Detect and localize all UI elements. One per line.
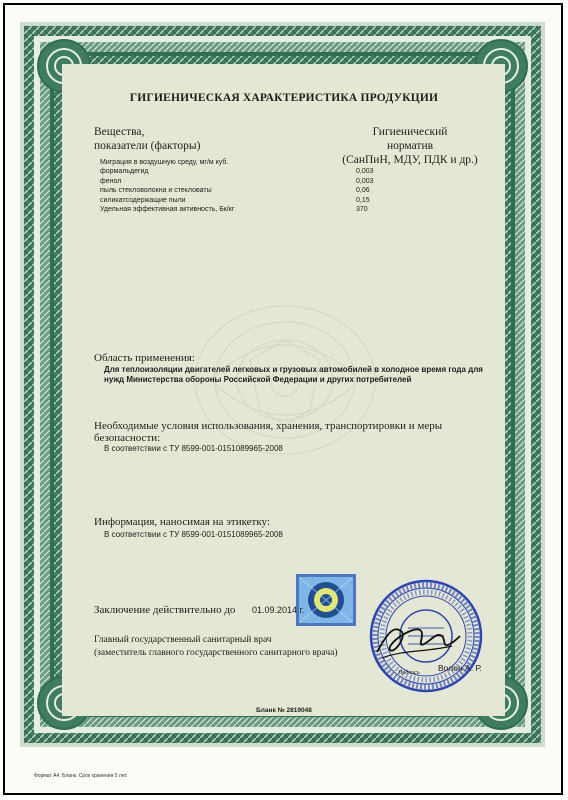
substance-name: силикатсодержащие пыли: [100, 196, 186, 204]
substance-value: 370: [356, 206, 368, 214]
substance-name: Удельная эффективная активность, Бк/кг: [100, 206, 235, 214]
substance-values: [356, 158, 374, 214]
signature-caption: Подпись: [398, 670, 420, 676]
substance-value: 0,06: [356, 187, 370, 195]
norm-header-line2: норматив: [386, 140, 434, 152]
application-label: Область применения:: [94, 352, 195, 364]
application-line2: нужд Министерства обороны Российской Федерации и других потребителей: [104, 375, 412, 384]
substance-value: [356, 158, 374, 167]
conditions-label-line1: Необходимые условия использования, хранения, транспортировки и меры: [94, 420, 443, 432]
substance-value: 0,15: [356, 196, 370, 204]
substance-name: формальдегид: [100, 168, 149, 176]
label-info-label: Информация, наносимая на этикетку:: [94, 516, 270, 528]
application-line1: Для теплоизоляции двигателей легковых и грузовых автомобилей в холодное время года для: [104, 365, 483, 374]
footer-note: Формат А4. Бланк. Срок хранения 5 лет.: [34, 773, 128, 779]
substance-name: Миграция в воздушную среду, мг/м куб.: [100, 159, 229, 166]
doctor-title-line2: (заместитель главного государственного санитарного врача): [94, 648, 338, 658]
label-info-value: В соответствии с ТУ 8599-001-0151089965-2008: [104, 530, 283, 539]
substance-names: [100, 158, 234, 214]
substances-header-line1: Вещества,: [94, 126, 145, 138]
substance-name: пыль стекловолокна и стекловаты: [100, 187, 212, 195]
substances-header: [94, 125, 200, 153]
conditions-label-line2: безопасности:: [94, 432, 161, 444]
blank-number: Бланк № 2819048: [256, 707, 312, 714]
handwritten-signature-icon: [372, 614, 462, 664]
norm-header-line1: Гигиенический: [372, 126, 448, 138]
doctor-title: [94, 634, 338, 660]
validity-label: Заключение действительно до: [94, 604, 236, 616]
validity-date: 01.09.2014 г.: [252, 605, 305, 615]
substance-value: 0,003: [356, 168, 374, 176]
hologram-sticker-icon: [296, 574, 356, 626]
doctor-title-line1: Главный государственный санитарный врач: [94, 635, 272, 645]
application-text: [104, 365, 483, 385]
norm-header-line3: (СанПиН, МДУ, ПДК и др.): [342, 154, 478, 166]
conditions-label: [94, 420, 442, 444]
substances-header-line2: показатели (факторы): [94, 140, 201, 152]
doctor-name: Волон А. Р.: [438, 663, 482, 673]
document-title: ГИГИЕНИЧЕСКАЯ ХАРАКТЕРИСТИКА ПРОДУКЦИИ: [129, 92, 439, 104]
substance-value: 0,003: [356, 177, 374, 185]
substance-name: фенол: [100, 177, 122, 185]
conditions-value: В соответствии с ТУ 8599-001-0151089965-2008: [104, 444, 283, 453]
